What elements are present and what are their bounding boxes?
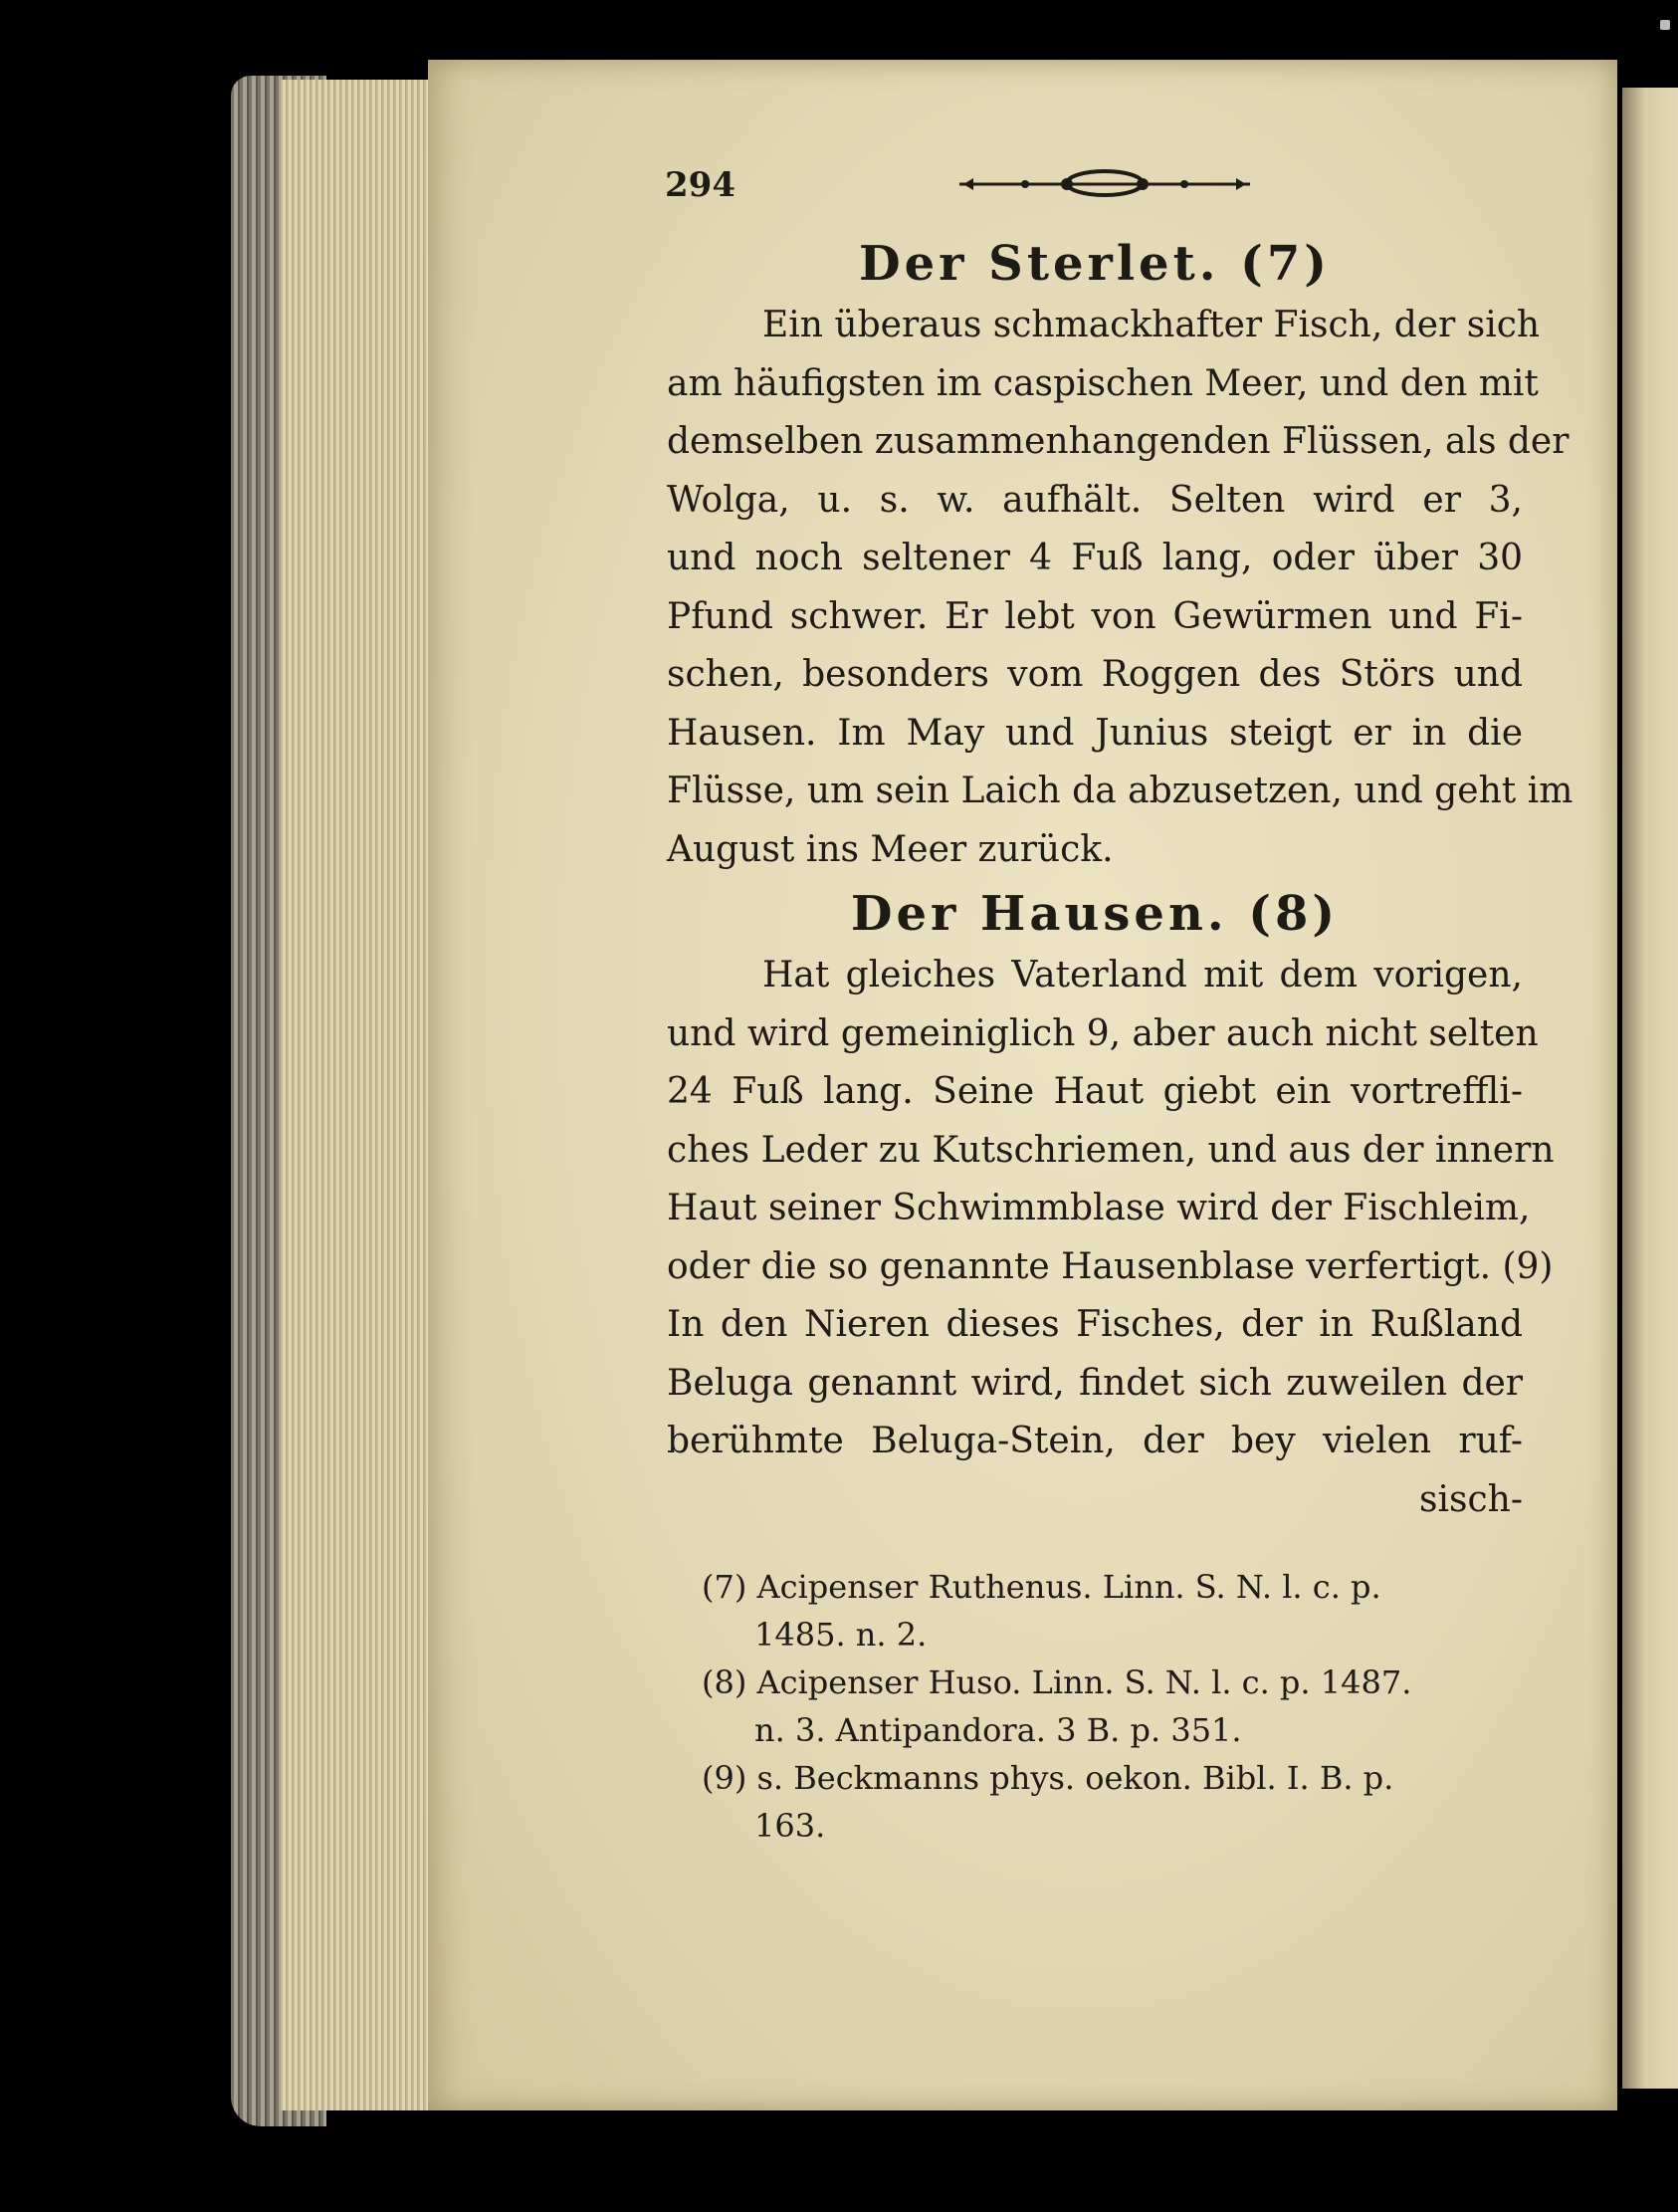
section-title-sterlet: Der Sterlet. (7) [858, 236, 1331, 292]
facing-page-edge [1622, 88, 1678, 2089]
text-line: und noch seltener 4 Fuß lang, oder über 30 [667, 538, 1523, 578]
text-line: Beluga genannt wird, findet sich zuweilen der [667, 1362, 1523, 1404]
text-line: 24 Fuß lang. Seine Haut giebt ein vortreffli- [667, 1071, 1523, 1112]
section-title-hausen: Der Hausen. (8) [850, 886, 1340, 942]
footnote-7-cont: 1485. n. 2. [754, 1616, 928, 1654]
text-line: Ein überaus schmackhafter Fisch, der sich [762, 305, 1541, 345]
text-line: Flüsse, um sein Laich da abzusetzen, und geht im [667, 771, 1573, 811]
decorative-ornament-icon [955, 169, 1254, 199]
text-line: Haut seiner Schwimmblase wird der Fischleim, [667, 1188, 1531, 1228]
section-body-hausen [667, 947, 1555, 1529]
text-line: demselben zusammenhangenden Flüssen, als der [667, 421, 1570, 462]
footnote-8-cont: n. 3. Antipandora. 3 B. p. 351. [754, 1711, 1242, 1749]
page-number: 294 [665, 165, 735, 205]
text-line: berühmte Beluga-Stein, der bey vielen ruf- [667, 1421, 1523, 1461]
footnote-7: (7) Acipenser Ruthenus. Linn. S. N. l. c. p. [702, 1568, 1381, 1606]
page-content [665, 159, 1573, 1850]
page-header [667, 159, 1523, 229]
catchword: sisch- [1419, 1478, 1523, 1520]
text-line: August ins Meer zurück. [667, 828, 1114, 870]
text-line: Hausen. Im May und Junius steigt er in die [667, 712, 1523, 754]
corner-marker [1660, 20, 1670, 30]
page-stack-edge [281, 80, 430, 2110]
text-line: Hat gleiches Vaterland mit dem vorigen, [762, 955, 1523, 995]
text-line: schen, besonders vom Roggen des Störs und [667, 654, 1523, 695]
footnotes [667, 1563, 1523, 1850]
text-line: am häufigsten im caspischen Meer, und den mit [667, 362, 1539, 404]
text-line: oder die so genannte Hausenblase verfertigt. (9) [667, 1245, 1554, 1287]
text-line: Wolga, u. s. w. aufhält. Selten wird er 3, [667, 479, 1523, 521]
text-line: und wird gemeiniglich 9, aber auch nicht selten [667, 1012, 1539, 1054]
footnote-8: (8) Acipenser Huso. Linn. S. N. l. c. p. 1487. [702, 1663, 1412, 1701]
section-body-sterlet [667, 297, 1573, 879]
text-line: Pfund schwer. Er lebt von Gewürmen und Fi- [667, 595, 1523, 637]
text-line: In den Nieren dieses Fisches, der in Rußland [667, 1304, 1523, 1345]
text-line: ches Leder zu Kutschriemen, und aus der innern [667, 1129, 1555, 1171]
footnote-9-cont: 163. [754, 1807, 826, 1845]
footnote-9: (9) s. Beckmanns phys. oekon. Bibl. I. B. p. [702, 1759, 1394, 1797]
